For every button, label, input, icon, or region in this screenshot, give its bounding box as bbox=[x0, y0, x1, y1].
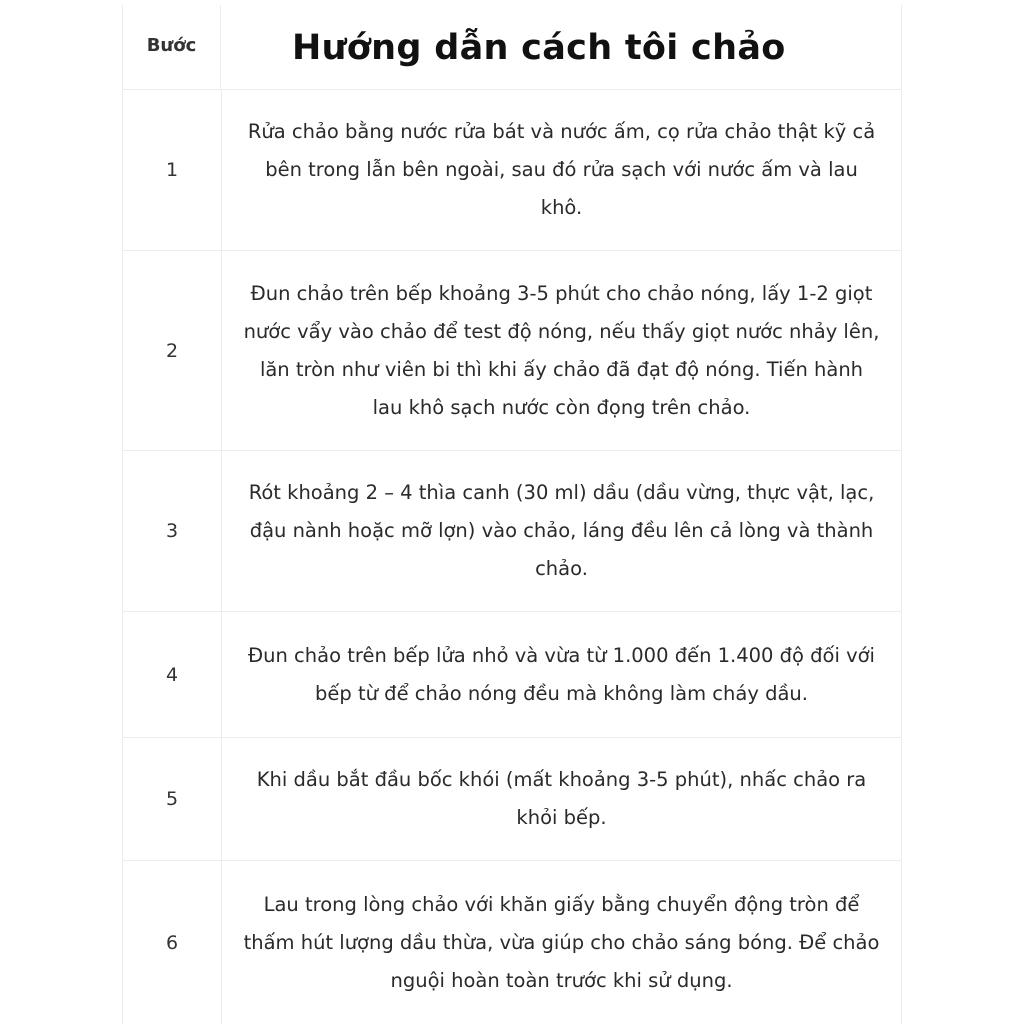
table-row bbox=[123, 738, 901, 861]
table-row bbox=[123, 451, 901, 612]
table-row bbox=[123, 90, 901, 251]
step-text: Đun chảo trên bếp lửa nhỏ và vừa từ 1.000 đến 1.400 độ đối với bếp từ để chảo nóng đều mà không làm cháy dầu. bbox=[248, 643, 875, 705]
page-title: Hướng dẫn cách tôi chảo bbox=[292, 28, 786, 68]
step-text: Rửa chảo bằng nước rửa bát và nước ấm, cọ rửa chảo thật kỹ cả bên trong lẫn bên ngoài, sau đó rửa sạch với nước ấm và lau khô. bbox=[247, 120, 876, 219]
table-row bbox=[123, 251, 901, 451]
step-number: 5 bbox=[123, 738, 222, 860]
step-text: Rót khoảng 2 – 4 thìa canh (30 ml) dầu (dầu vừng, thực vật, lạc, đậu nành hoặc mỡ lợn) vào chảo, láng đều lên cả lòng và thành chảo. bbox=[248, 481, 875, 580]
step-number: 2 bbox=[123, 251, 222, 450]
step-text: Khi dầu bắt đầu bốc khói (mất khoảng 3-5 phút), nhấc chảo ra khỏi bếp. bbox=[256, 768, 867, 829]
step-number: 4 bbox=[123, 612, 222, 737]
step-column-header: Bước bbox=[123, 5, 221, 89]
step-number: 3 bbox=[123, 451, 222, 611]
step-number: 1 bbox=[123, 90, 222, 250]
step-text: Đun chảo trên bếp khoảng 3-5 phút cho chảo nóng, lấy 1-2 giọt nước vẩy vào chảo để test độ nóng, nếu thấy giọt nước nhảy lên, lăn tròn như viên bi thì khi ấy chảo đã đạt độ nóng. Tiến hành lau khô sạch nước còn đọng trên chảo. bbox=[243, 281, 880, 419]
step-number: 6 bbox=[123, 861, 222, 1024]
instructions-table bbox=[122, 5, 902, 1024]
table-row bbox=[123, 861, 901, 1024]
table-row bbox=[123, 612, 901, 738]
step-text: Lau trong lòng chảo với khăn giấy bằng chuyển động tròn để thấm hút lượng dầu thừa, vừa giúp cho chảo sáng bóng. Để chảo nguội hoàn toàn trước khi sử dụng. bbox=[243, 892, 880, 992]
